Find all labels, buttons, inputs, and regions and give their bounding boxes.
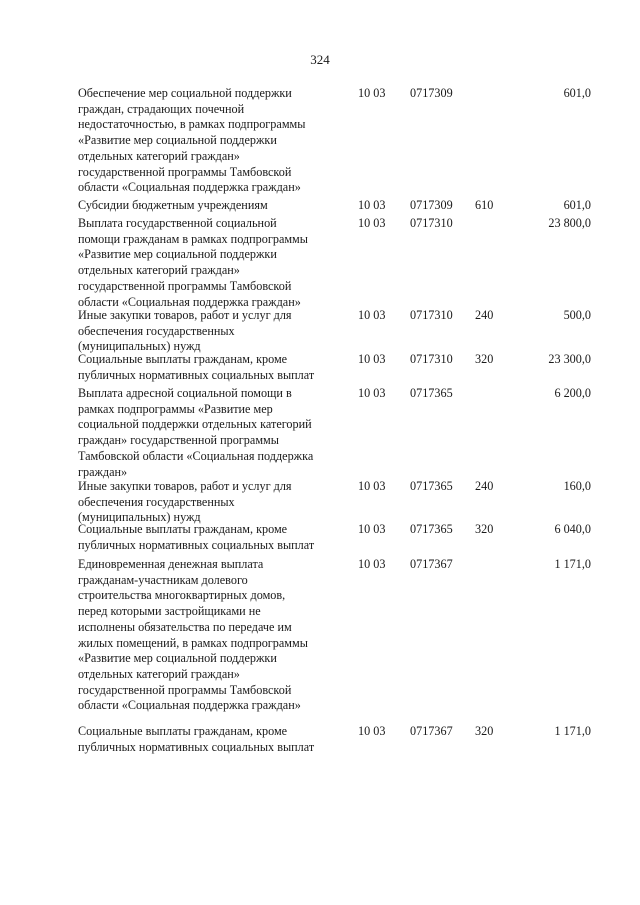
description-line: обеспечения государственных [78,323,235,338]
description-line: публичных нормативных социальных выплат [78,537,315,552]
description-line: Социальные выплаты гражданам, кроме [78,724,288,738]
row-target-code: 0717365 [410,386,453,400]
description-line: области «Социальная поддержка граждан» [78,698,301,713]
row-section-code: 10 03 [358,308,386,322]
description-line: государственной программы Тамбовской [78,682,292,697]
row-section-code: 10 03 [358,86,386,100]
description-line: недостаточностью, в рамках подпрограммы [78,117,306,132]
table-row [78,216,591,310]
description-line: области «Социальная поддержка граждан» [78,180,301,195]
description-line: Единовременная денежная выплата [78,557,264,571]
table-row [78,86,591,196]
row-description [78,479,343,526]
description-line: Обеспечение мер социальной поддержки [78,86,292,100]
row-section-code: 10 03 [358,352,386,366]
row-expense-type: 320 [475,522,494,536]
description-line: Иные закупки товаров, работ и услуг для [78,308,292,322]
description-line: Социальные выплаты гражданам, кроме [78,522,288,536]
row-expense-type: 610 [475,198,494,212]
row-target-code: 0717310 [410,308,453,322]
row-amount: 23 800,0 [548,216,591,230]
description-line: государственной программы Тамбовской [78,164,292,179]
row-section-code: 10 03 [358,198,386,212]
row-expense-type: 240 [475,479,494,493]
row-target-code: 0717309 [410,198,453,212]
table-row [78,557,591,714]
description-line: помощи гражданам в рамках подпрограммы [78,231,308,246]
description-line: граждан» [78,464,128,479]
description-line: отдельных категорий граждан» [78,148,240,163]
row-target-code: 0717365 [410,522,453,536]
row-amount: 500,0 [563,308,591,322]
table-row [78,479,591,526]
description-line: «Развитие мер социальной поддержки [78,651,277,666]
description-line: Субсидии бюджетным учреждениям [78,198,268,212]
row-amount: 1 171,0 [554,557,591,571]
row-description [78,198,343,214]
table-row [78,386,591,480]
description-line: государственной программы Тамбовской [78,278,292,293]
row-expense-type: 240 [475,308,494,322]
description-line: (муниципальных) нужд [78,510,201,525]
row-target-code: 0717367 [410,557,453,571]
row-section-code: 10 03 [358,216,386,230]
row-target-code: 0717309 [410,86,453,100]
description-line: гражданам-участникам долевого [78,572,248,587]
row-description [78,522,343,553]
row-expense-type: 320 [475,724,494,738]
row-description [78,724,343,755]
description-line: жилых помещений, в рамках подпрограммы [78,635,308,650]
description-line: (муниципальных) нужд [78,339,201,354]
row-target-code: 0717365 [410,479,453,493]
description-line: Выплата адресной социальной помощи в [78,386,292,400]
description-line: области «Социальная поддержка граждан» [78,294,301,309]
row-amount: 601,0 [563,198,591,212]
row-target-code: 0717310 [410,352,453,366]
row-target-code: 0717367 [410,724,453,738]
table-row [78,724,591,755]
description-line: Тамбовской области «Социальная поддержка [78,448,314,463]
description-line: рамках подпрограммы «Развитие мер [78,401,273,416]
description-line: Социальные выплаты гражданам, кроме [78,352,288,366]
table-row [78,308,591,355]
row-section-code: 10 03 [358,522,386,536]
row-description [78,216,343,310]
row-amount: 6 200,0 [554,386,591,400]
description-line: исполнены обязательства по передаче им [78,619,292,634]
description-line: «Развитие мер социальной поддержки [78,247,277,262]
row-description [78,86,343,196]
table-row [78,522,591,553]
row-amount: 160,0 [563,479,591,493]
description-line: перед которыми застройщиками не [78,604,261,619]
row-description [78,352,343,383]
description-line: граждан» государственной программы [78,433,279,448]
description-line: публичных нормативных социальных выплат [78,739,315,754]
page-number: 324 [310,52,330,67]
description-line: граждан, страдающих почечной [78,101,245,116]
row-expense-type: 320 [475,352,494,366]
description-line: Иные закупки товаров, работ и услуг для [78,479,292,493]
row-amount: 23 300,0 [548,352,591,366]
row-description [78,386,343,480]
description-line: отдельных категорий граждан» [78,263,240,278]
description-line: Выплата государственной социальной [78,216,277,230]
row-amount: 1 171,0 [554,724,591,738]
table-row [78,198,591,214]
row-section-code: 10 03 [358,557,386,571]
description-line: «Развитие мер социальной поддержки [78,133,277,148]
row-amount: 6 040,0 [554,522,591,536]
row-amount: 601,0 [563,86,591,100]
description-line: строительства многоквартирных домов, [78,588,286,603]
description-line: обеспечения государственных [78,494,235,509]
description-line: отдельных категорий граждан» [78,666,240,681]
row-description [78,557,343,714]
row-section-code: 10 03 [358,724,386,738]
row-target-code: 0717310 [410,216,453,230]
description-line: публичных нормативных социальных выплат [78,367,315,382]
row-section-code: 10 03 [358,479,386,493]
description-line: социальной поддержки отдельных категорий [78,417,312,432]
table-row [78,352,591,383]
row-description [78,308,343,355]
row-section-code: 10 03 [358,386,386,400]
